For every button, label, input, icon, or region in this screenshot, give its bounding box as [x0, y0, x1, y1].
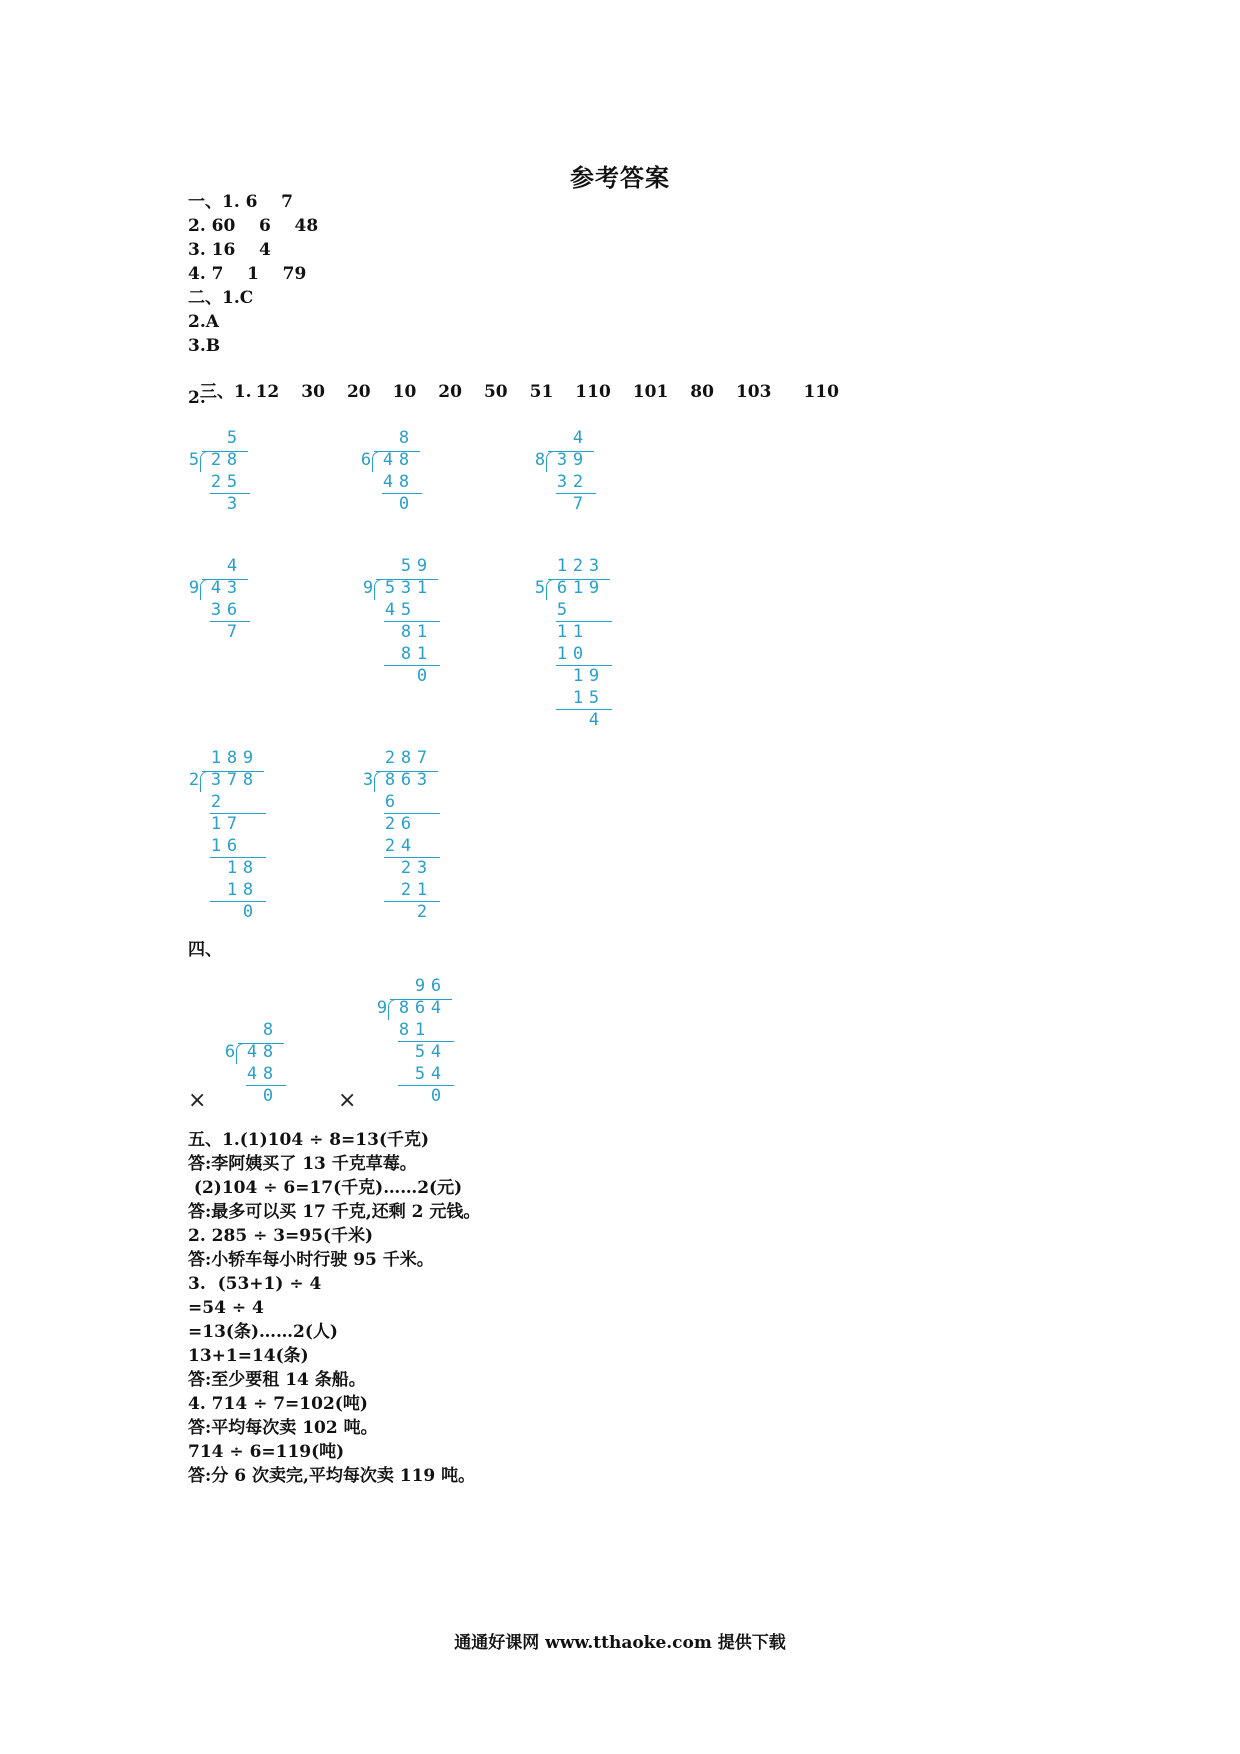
remainder-digit: 3 [226, 494, 238, 514]
subtrahend-digit: 1 [226, 880, 238, 900]
dividend-digit: 5 [384, 578, 396, 598]
remainder-digit: 6 [400, 814, 412, 834]
dividend-digit: 9 [572, 450, 584, 470]
section5-line-13: 答:平均每次卖 102 吨。 [188, 1418, 378, 1438]
subtrahend-digit: 4 [384, 600, 396, 620]
subtrahend-digit: 8 [398, 472, 410, 492]
subtrahend-digit: 5 [226, 472, 238, 492]
divisor-digit: 5 [188, 450, 200, 470]
remainder-digit: 9 [588, 666, 600, 686]
subtrahend-digit: 5 [414, 1064, 426, 1084]
remainder-digit: 1 [226, 858, 238, 878]
subtrahend-digit: 4 [382, 472, 394, 492]
quotient-digit: 8 [226, 748, 238, 768]
remainder-digit: 1 [210, 814, 222, 834]
subtrahend-digit: 1 [416, 644, 428, 664]
quotient-digit: 1 [210, 748, 222, 768]
quotient-digit: 4 [226, 556, 238, 576]
dividend-digit: 8 [384, 770, 396, 790]
remainder-digit: 2 [416, 902, 428, 922]
quotient-digit: 9 [242, 748, 254, 768]
remainder-digit: 2 [384, 814, 396, 834]
wrong-mark-icon: × [338, 1088, 357, 1113]
dividend-digit: 8 [242, 770, 254, 790]
section3-value: 10 [392, 382, 417, 402]
remainder-digit: 7 [572, 494, 584, 514]
dividend-digit: 3 [400, 578, 412, 598]
section1-line-4: 4. 7 1 79 [188, 264, 307, 284]
section3-value: 110 [575, 382, 611, 402]
dividend-digit: 9 [588, 578, 600, 598]
remainder-digit: 1 [572, 622, 584, 642]
divisor-digit: 6 [360, 450, 372, 470]
remainder-digit: 0 [430, 1086, 442, 1106]
subtrahend-digit: 8 [400, 644, 412, 664]
section2-line-3: 3.B [188, 336, 221, 356]
section3-value: 20 [438, 382, 462, 402]
section3-line-1 [188, 362, 861, 402]
remainder-digit: 1 [416, 622, 428, 642]
quotient-digit: 8 [400, 748, 412, 768]
section5-line-10: 13+1=14(条) [188, 1346, 309, 1366]
subtrahend-digit: 8 [398, 1020, 410, 1040]
subtrahend-digit: 5 [556, 600, 568, 620]
dividend-digit: 3 [210, 770, 222, 790]
quotient-digit: 8 [398, 428, 410, 448]
dividend-digit: 8 [262, 1042, 274, 1062]
dividend-digit: 3 [416, 770, 428, 790]
quotient-digit: 5 [400, 556, 412, 576]
section3-value: 110 [803, 382, 839, 402]
section3-label: 三、1. [199, 382, 252, 402]
quotient-digit: 9 [414, 976, 426, 996]
step-underline [384, 665, 440, 666]
quotient-digit: 1 [556, 556, 568, 576]
section1-line-2: 2. 60 6 48 [188, 216, 319, 236]
subtrahend-digit: 1 [572, 688, 584, 708]
section3-value: 51 [529, 382, 554, 402]
divisor-digit: 2 [188, 770, 200, 790]
subtrahend-digit: 1 [210, 836, 222, 856]
subtrahend-digit: 6 [226, 836, 238, 856]
divisor-digit: 8 [534, 450, 546, 470]
step-underline [384, 901, 440, 902]
remainder-digit: 8 [400, 622, 412, 642]
remainder-digit: 0 [262, 1086, 274, 1106]
subtrahend-digit: 6 [226, 600, 238, 620]
section4-label: 四、 [188, 940, 222, 960]
dividend-digit: 3 [226, 578, 238, 598]
section5-line-14: 714 ÷ 6=119(吨) [188, 1442, 345, 1462]
subtrahend-digit: 5 [588, 688, 600, 708]
section5-line-11: 答:至少要租 14 条船。 [188, 1370, 366, 1390]
subtrahend-digit: 2 [400, 880, 412, 900]
section5-line-8: =54 ÷ 4 [188, 1298, 264, 1318]
remainder-digit: 4 [430, 1042, 442, 1062]
section5-line-7: 3. (53+1) ÷ 4 [188, 1274, 322, 1294]
divisor-digit: 9 [362, 578, 374, 598]
section1-line-1: 一、1. 6 7 [188, 192, 293, 212]
remainder-digit: 3 [416, 858, 428, 878]
remainder-digit: 2 [400, 858, 412, 878]
section2-line-2: 2.A [188, 312, 219, 332]
quotient-digit: 3 [588, 556, 600, 576]
dividend-digit: 4 [246, 1042, 258, 1062]
section3-value: 103 [735, 382, 772, 402]
section5-line-6: 答:小轿车每小时行驶 95 千米。 [188, 1250, 434, 1270]
divisor-digit: 5 [534, 578, 546, 598]
section5-line-9: =13(条)……2(人) [188, 1322, 338, 1342]
subtrahend-digit: 2 [210, 472, 222, 492]
step-underline [210, 901, 266, 902]
subtrahend-digit: 6 [384, 792, 396, 812]
dividend-digit: 2 [210, 450, 222, 470]
remainder-digit: 0 [416, 666, 428, 686]
section2-line-1: 二、1.C [188, 288, 254, 308]
dividend-digit: 1 [572, 578, 584, 598]
divisor-digit: 6 [224, 1042, 236, 1062]
remainder-digit: 8 [242, 858, 254, 878]
footer-source: 通通好课网 www.tthaoke.com 提供下载 [454, 1633, 786, 1653]
step-underline [398, 1085, 454, 1086]
subtrahend-digit: 2 [384, 836, 396, 856]
remainder-digit: 7 [226, 814, 238, 834]
quotient-digit: 4 [572, 428, 584, 448]
wrong-mark-icon: × [188, 1088, 207, 1113]
dividend-digit: 6 [414, 998, 426, 1018]
subtrahend-digit: 2 [572, 472, 584, 492]
dividend-digit: 4 [430, 998, 442, 1018]
section5-line-5: 2. 285 ÷ 3=95(千米) [188, 1226, 374, 1246]
quotient-digit: 2 [572, 556, 584, 576]
remainder-digit: 4 [588, 710, 600, 730]
remainder-digit: 5 [414, 1042, 426, 1062]
divisor-digit: 9 [188, 578, 200, 598]
step-underline [556, 709, 612, 710]
dividend-digit: 8 [226, 450, 238, 470]
remainder-digit: 1 [572, 666, 584, 686]
dividend-digit: 3 [556, 450, 568, 470]
subtrahend-digit: 3 [210, 600, 222, 620]
dividend-digit: 6 [400, 770, 412, 790]
remainder-digit: 7 [226, 622, 238, 642]
subtrahend-digit: 1 [556, 644, 568, 664]
section5-line-4: 答:最多可以买 17 千克,还剩 2 元钱。 [188, 1202, 481, 1222]
dividend-digit: 8 [398, 450, 410, 470]
remainder-digit: 0 [242, 902, 254, 922]
section3-item-2: 2. [188, 388, 206, 408]
section1-line-3: 3. 16 4 [188, 240, 271, 260]
section3-value: 50 [483, 382, 508, 402]
dividend-digit: 6 [556, 578, 568, 598]
quotient-digit: 8 [262, 1020, 274, 1040]
subtrahend-digit: 2 [210, 792, 222, 812]
dividend-digit: 8 [398, 998, 410, 1018]
subtrahend-digit: 8 [242, 880, 254, 900]
section3-value: 20 [346, 382, 371, 402]
dividend-digit: 7 [226, 770, 238, 790]
remainder-digit: 1 [556, 622, 568, 642]
quotient-digit: 9 [416, 556, 428, 576]
quotient-digit: 2 [384, 748, 396, 768]
subtrahend-digit: 5 [400, 600, 412, 620]
subtrahend-digit: 4 [246, 1064, 258, 1084]
subtrahend-digit: 1 [416, 880, 428, 900]
section5-line-3: (2)104 ÷ 6=17(千克)……2(元) [188, 1178, 463, 1198]
dividend-digit: 1 [416, 578, 428, 598]
section5-line-2: 答:李阿姨买了 13 千克草莓。 [188, 1154, 417, 1174]
subtrahend-digit: 4 [430, 1064, 442, 1084]
quotient-digit: 7 [416, 748, 428, 768]
section3-value: 12 [255, 382, 280, 402]
page-title: 参考答案 [570, 163, 670, 192]
subtrahend-digit: 0 [572, 644, 584, 664]
dividend-digit: 4 [382, 450, 394, 470]
section3-value: 101 [632, 382, 669, 402]
subtrahend-digit: 4 [400, 836, 412, 856]
dividend-digit: 4 [210, 578, 222, 598]
section5-line-15: 答:分 6 次卖完,平均每次卖 119 吨。 [188, 1466, 476, 1486]
section5-line-1: 五、1.(1)104 ÷ 8=13(千克) [188, 1130, 430, 1150]
quotient-digit: 5 [226, 428, 238, 448]
section5-line-12: 4. 714 ÷ 7=102(吨) [188, 1394, 368, 1414]
divisor-digit: 9 [376, 998, 388, 1018]
subtrahend-digit: 8 [262, 1064, 274, 1084]
divisor-digit: 3 [362, 770, 374, 790]
section3-value: 30 [301, 382, 325, 402]
subtrahend-digit: 1 [414, 1020, 426, 1040]
section3-value: 80 [690, 382, 714, 402]
quotient-digit: 6 [430, 976, 442, 996]
remainder-digit: 0 [398, 494, 410, 514]
subtrahend-digit: 3 [556, 472, 568, 492]
